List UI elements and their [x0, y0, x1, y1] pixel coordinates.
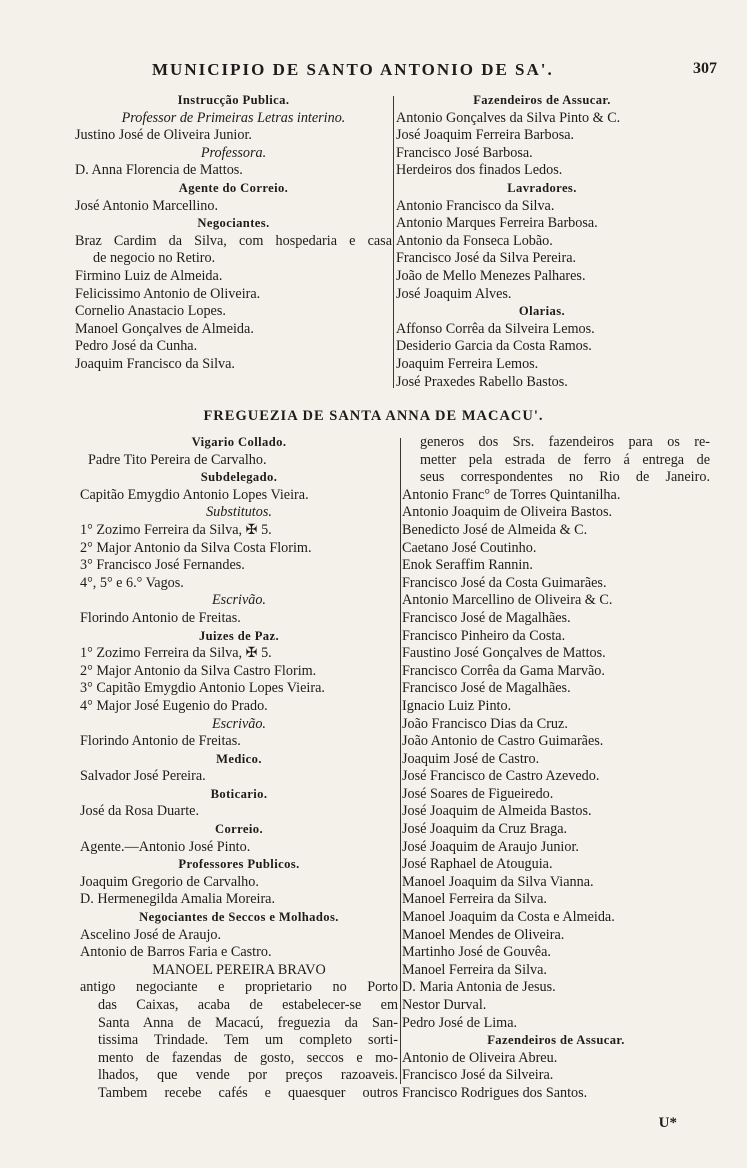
- list-entry: Francisco José de Magalhães.: [402, 680, 571, 697]
- list-entry: Antonio Gonçalves da Silva Pinto & C.: [396, 109, 621, 126]
- section-heading: Agente do Correio.: [178, 180, 289, 195]
- list-entry: Felicissimo Antonio de Oliveira.: [75, 285, 261, 302]
- list-entry: Francisco José da Silva Pereira.: [396, 250, 577, 267]
- list-entry: Nestor Durval.: [402, 997, 487, 1013]
- list-entry: Florindo Antonio de Freitas.: [80, 733, 241, 750]
- list-entry: Manoel Ferreira da Silva.: [402, 961, 547, 978]
- list-entry: Antonio de Oliveira Abreu.: [402, 1049, 558, 1066]
- page-title: MUNICIPIO DE SANTO ANTONIO DE SA'.: [152, 60, 554, 79]
- list-entry: José Joaquim de Almeida Bastos.: [402, 803, 592, 820]
- list-entry: Antonio de Barros Faria e Castro.: [80, 944, 272, 961]
- list-entry: Manoel Mendes de Oliveira.: [402, 926, 565, 943]
- list-entry: Manoel Joaquim da Silva Vianna.: [402, 873, 594, 890]
- section-heading: Fazendeiros de Assucar.: [487, 1033, 625, 1048]
- list-entry: José Joaquim da Cruz Braga.: [402, 821, 568, 838]
- list-entry: 4° Major José Eugenio do Prado.: [80, 697, 268, 714]
- list-entry: Antonio Franc° de Torres Quintanilha.: [402, 486, 621, 503]
- list-entry: Salvador José Pereira.: [80, 768, 206, 785]
- section-heading: Lavradores.: [507, 180, 577, 195]
- column-bottom-left: [80, 434, 398, 1103]
- list-entry: MANOEL PEREIRA BRAVO: [152, 961, 326, 978]
- list-entry: Tambem recebe cafés e quaesquer outros: [98, 1084, 398, 1101]
- column-divider-bottom: [400, 438, 401, 1084]
- list-entry: Herdeiros dos finados Ledos.: [396, 162, 563, 179]
- list-entry: Desiderio Garcia da Costa Ramos.: [396, 338, 592, 355]
- list-entry: José Joaquim Ferreira Barbosa.: [396, 127, 575, 144]
- list-entry: Antonio Joaquim de Oliveira Bastos.: [402, 504, 613, 521]
- list-entry: Braz Cardim da Silva, com hospedaria e casa: [75, 232, 392, 249]
- list-entry: Manoel Joaquim da Costa e Almeida.: [402, 909, 615, 926]
- column-top-left: [75, 92, 392, 374]
- list-entry: Ignacio Luiz Pinto.: [402, 697, 512, 714]
- section-heading: Correio.: [214, 822, 264, 837]
- list-entry: Francisco José da Silveira.: [402, 1067, 554, 1084]
- list-entry: metter pela estrada de ferro á entrega de: [420, 451, 710, 468]
- list-entry: Capitão Emygdio Antonio Lopes Vieira.: [80, 486, 309, 503]
- list-entry: Padre Tito Pereira de Carvalho.: [88, 451, 267, 468]
- list-entry: Antonio da Fonseca Lobão.: [396, 232, 553, 249]
- list-entry: Francisco Rodrigues dos Santos.: [402, 1084, 588, 1101]
- list-entry: João Francisco Dias da Cruz.: [402, 715, 568, 732]
- list-entry: Pedro José da Cunha.: [75, 338, 198, 355]
- list-entry: seus correspondentes no Rio de Janeiro.: [420, 469, 710, 486]
- list-entry: Pedro José de Lima.: [402, 1014, 518, 1031]
- list-entry: Francisco José da Costa Guimarães.: [402, 574, 607, 591]
- list-entry: João Antonio de Castro Guimarães.: [402, 733, 604, 750]
- list-entry: D. Hermenegilda Amalia Moreira.: [80, 891, 276, 908]
- section-heading: Olarias.: [518, 304, 566, 319]
- list-entry: Antonio Francisco da Silva.: [396, 197, 555, 214]
- list-entry: 4°, 5° e 6.° Vagos.: [80, 574, 184, 591]
- column-bottom-right: [402, 434, 710, 1103]
- list-entry: Ascelino José de Araujo.: [80, 926, 222, 943]
- page-header: [0, 60, 747, 86]
- list-entry: 2° Major Antonio da Silva Castro Florim.: [80, 662, 317, 679]
- list-entry: Florindo Antonio de Freitas.: [80, 609, 241, 626]
- list-entry: antigo negociante e proprietario no Porto: [80, 979, 398, 996]
- list-entry: Caetano José Coutinho.: [402, 539, 537, 556]
- column-top-right: [396, 92, 688, 391]
- list-entry: Manoel Gonçalves de Almeida.: [75, 320, 254, 337]
- list-entry: José Praxedes Rabello Bastos.: [396, 373, 568, 390]
- list-entry: Francisco José Barbosa.: [396, 144, 533, 161]
- list-entry: Escrivão.: [212, 592, 266, 609]
- list-entry: José Joaquim Alves.: [396, 285, 512, 302]
- list-entry: Francisco José de Magalhães.: [402, 609, 571, 626]
- list-entry: José Joaquim de Araujo Junior.: [402, 838, 579, 855]
- list-entry: Professora.: [200, 144, 267, 161]
- list-entry: 1° Zozimo Ferreira da Silva, ✠ 5.: [80, 521, 272, 538]
- list-entry: 3° Capitão Emygdio Antonio Lopes Vieira.: [80, 680, 325, 697]
- list-entry: generos dos Srs. fazendeiros para os re-: [420, 434, 710, 450]
- list-entry: Faustino José Gonçalves de Mattos.: [402, 645, 606, 662]
- list-entry: Firmino Luiz de Almeida.: [75, 267, 223, 284]
- section-title: FREGUEZIA DE SANTA ANNA DE MACACU'.: [203, 408, 544, 424]
- list-entry: Francisco Pinheiro da Costa.: [402, 627, 566, 644]
- list-entry: José Antonio Marcellino.: [75, 197, 219, 214]
- section-heading: Fazendeiros de Assucar.: [473, 93, 611, 107]
- list-entry: Santa Anna de Macacú, freguezia da San-: [98, 1014, 398, 1031]
- list-entry: José Francisco de Castro Azevedo.: [402, 768, 600, 785]
- list-entry: D. Maria Antonia de Jesus.: [402, 979, 556, 996]
- list-entry: mento de fazendas de gosto, seccos e mo-: [98, 1049, 398, 1066]
- list-entry: D. Anna Florencia de Mattos.: [75, 162, 243, 179]
- list-entry: José Raphael de Atouguia.: [402, 856, 553, 873]
- list-entry: Antonio Marques Ferreira Barbosa.: [396, 215, 598, 232]
- list-entry: Joaquim Gregorio de Carvalho.: [80, 873, 259, 890]
- list-entry: tissima Trindade. Tem um completo sorti-: [98, 1032, 398, 1049]
- list-entry: Joaquim Ferreira Lemos.: [396, 355, 539, 372]
- section-heading: Medico.: [216, 751, 262, 766]
- list-entry: José Soares de Figueiredo.: [402, 785, 554, 802]
- list-entry: João de Mello Menezes Palhares.: [396, 267, 586, 284]
- page-number: 307: [693, 60, 717, 77]
- list-entry: Professor de Primeiras Letras interino.: [121, 109, 346, 126]
- list-entry: Joaquim Francisco da Silva.: [75, 355, 235, 372]
- list-entry: Escrivão.: [212, 715, 266, 732]
- list-entry: Justino José de Oliveira Junior.: [75, 127, 252, 144]
- list-entry: Cornelio Anastacio Lopes.: [75, 303, 226, 320]
- list-entry: Enok Seraffim Rannin.: [402, 557, 533, 574]
- list-entry: Benedicto José de Almeida & C.: [402, 521, 588, 538]
- list-entry: Joaquim José de Castro.: [402, 750, 540, 767]
- list-entry: de negocio no Retiro.: [93, 250, 216, 267]
- list-entry: Francisco Corrêa da Gama Marvão.: [402, 662, 605, 679]
- list-entry: Martinho José de Gouvêa.: [402, 944, 551, 961]
- list-entry: Manoel Ferreira da Silva.: [402, 891, 547, 908]
- list-entry: Agente.—Antonio José Pinto.: [80, 838, 251, 855]
- section-heading: Juizes de Paz.: [198, 628, 280, 643]
- list-entry: das Caixas, acaba de estabelecer-se em: [98, 997, 398, 1013]
- section-heading: Boticario.: [210, 786, 268, 801]
- section-heading: Negociantes de Seccos e Molhados.: [139, 910, 339, 925]
- signature-mark: U*: [658, 1115, 677, 1131]
- list-entry: 2° Major Antonio da Silva Costa Florim.: [80, 539, 312, 556]
- list-entry: 3° Francisco José Fernandes.: [80, 557, 245, 574]
- list-entry: 1° Zozimo Ferreira da Silva, ✠ 5.: [80, 645, 272, 662]
- section-heading: Professores Publicos.: [178, 857, 300, 872]
- list-entry: José da Rosa Duarte.: [80, 803, 199, 820]
- list-entry: Antonio Marcellino de Oliveira & C.: [402, 592, 613, 609]
- column-divider-top: [393, 96, 394, 388]
- list-entry: lhados, que vende por preços razoaveis.: [98, 1067, 398, 1084]
- section-heading: Subdelegado.: [200, 470, 278, 485]
- section-heading: Vigario Collado.: [191, 435, 287, 449]
- section-heading: Negociantes.: [197, 216, 270, 231]
- section-heading: Instrucção Publica.: [177, 93, 290, 107]
- list-entry: Affonso Corrêa da Silveira Lemos.: [396, 320, 595, 337]
- list-entry: Substitutos.: [206, 504, 272, 521]
